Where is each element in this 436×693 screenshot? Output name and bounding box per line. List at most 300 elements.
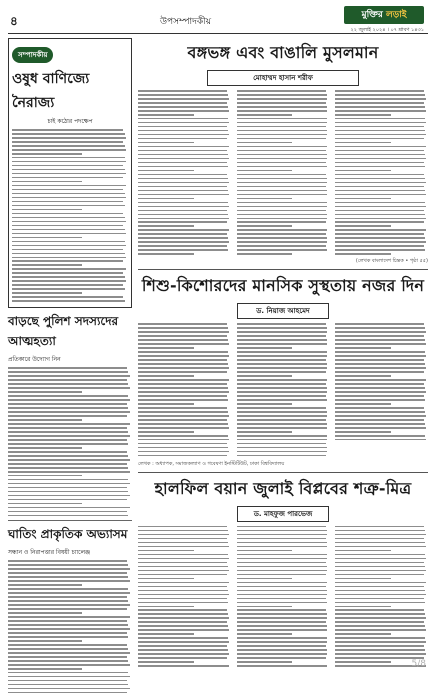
text-line: [8, 407, 128, 409]
text-line: [335, 206, 426, 208]
text-line: [335, 126, 424, 128]
section-title: উপসম্পাদকীয়: [160, 17, 212, 27]
text-line: [12, 133, 125, 135]
text-line: [138, 186, 227, 188]
text-line: [237, 221, 326, 223]
text-line: [335, 343, 426, 345]
text-line: [8, 572, 127, 574]
text-line: [138, 237, 228, 239]
text-line: [138, 606, 194, 608]
text-line: [237, 194, 328, 196]
text-line: [138, 609, 227, 611]
text-line: [8, 676, 130, 678]
text-line: [335, 435, 425, 437]
text-line: [8, 588, 128, 590]
left-article-subtitle-2: সন্ধান ও নিরাপত্তার বিষয়ী চ্যালেঞ্জ: [8, 549, 91, 557]
text-line: [138, 538, 227, 540]
text-line: [8, 624, 128, 626]
text-line: [237, 661, 293, 663]
text-line: [237, 214, 327, 216]
text-line: [335, 586, 424, 588]
text-line: [335, 570, 426, 572]
text-line: [8, 644, 127, 646]
text-line: [335, 253, 391, 255]
text-line: [12, 201, 123, 203]
text-line: [335, 241, 426, 243]
article-title-2: শিশু-কিশোরদের মানসিক সুস্থতায় নজর দিন: [141, 276, 425, 296]
text-line: [138, 245, 227, 247]
text-line: [8, 648, 128, 650]
text-line: [12, 197, 126, 199]
text-line: [8, 471, 130, 473]
article-body-3: [138, 526, 428, 669]
text-line: [335, 387, 425, 389]
text-line: [237, 142, 293, 144]
text-line: [335, 170, 391, 172]
text-line: [237, 590, 327, 592]
text-line: [138, 233, 227, 235]
text-line: [138, 253, 194, 255]
text-line: [335, 379, 426, 381]
text-line: [335, 363, 425, 365]
text-line: [8, 616, 130, 618]
text-line: [8, 652, 130, 654]
text-line: [138, 202, 228, 204]
article-divider-2: [138, 472, 428, 473]
text-line: [335, 419, 424, 421]
text-line: [8, 435, 130, 437]
text-line: [237, 225, 293, 227]
text-line: [335, 594, 426, 596]
text-line: [138, 138, 227, 140]
text-line: [138, 106, 228, 108]
text-line: [237, 443, 326, 445]
text-line: [237, 90, 326, 92]
text-line: [237, 387, 327, 389]
text-line: [237, 562, 326, 564]
text-line: [335, 395, 424, 397]
text-line: [12, 173, 126, 175]
text-line: [237, 558, 328, 560]
text-line: [335, 590, 425, 592]
text-line: [8, 475, 82, 477]
text-line: [237, 122, 328, 124]
text-line: [138, 443, 227, 445]
text-line: [237, 233, 326, 235]
text-line: [237, 383, 326, 385]
text-line: [8, 584, 82, 586]
text-line: [138, 218, 229, 220]
editorial-body: [12, 129, 128, 302]
text-line: [335, 617, 426, 619]
article-author-2: ড. নিয়াজ আহমেদ: [237, 303, 329, 319]
text-line: [138, 194, 229, 196]
text-line: [237, 367, 328, 369]
text-line: [138, 637, 228, 639]
text-line: [138, 166, 228, 168]
text-line: [335, 98, 426, 100]
editorial-box: [8, 38, 132, 308]
text-line: [138, 423, 228, 425]
text-line: [138, 110, 229, 112]
article-title-3: হালফিল বয়ান জুলাই বিপ্লবের শত্রু-মিত্র: [154, 478, 412, 498]
text-line: [237, 98, 328, 100]
text-line: [335, 351, 425, 353]
text-line: [138, 379, 229, 381]
text-line: [237, 578, 293, 580]
text-line: [335, 554, 425, 556]
text-line: [138, 550, 194, 552]
left-article-title-1: বাড়ছে পুলিশ সদস্যদের আত্মহত্যা: [8, 314, 119, 349]
text-line: [237, 439, 328, 441]
text-line: [237, 637, 327, 639]
text-line: [8, 568, 130, 570]
text-line: [12, 268, 126, 270]
text-line: [12, 245, 126, 247]
text-line: [237, 375, 293, 377]
text-line: [237, 174, 326, 176]
text-line: [12, 181, 82, 183]
text-line: [237, 649, 327, 651]
text-line: [335, 371, 424, 373]
text-line: [335, 606, 391, 608]
text-line: [138, 558, 229, 560]
editorial-title: ওষুধ বাণিজ্যে নৈরাজ্য: [12, 71, 90, 111]
text-line: [335, 574, 424, 576]
text-line: [237, 546, 328, 548]
text-line: [335, 194, 426, 196]
article-author-1: মোহাম্মদ হাসান শরীফ: [207, 70, 359, 86]
text-line: [8, 656, 127, 658]
text-line: [237, 598, 326, 600]
text-line: [237, 419, 326, 421]
text-line: [138, 455, 227, 457]
text-line: [335, 375, 391, 377]
text-line: [237, 206, 328, 208]
text-line: [138, 649, 228, 651]
text-line: [8, 684, 128, 686]
text-line: [138, 343, 229, 345]
text-line: [138, 411, 228, 413]
text-line: [335, 190, 425, 192]
text-line: [237, 621, 326, 623]
text-line: [237, 407, 326, 409]
text-line: [335, 661, 391, 663]
text-line: [12, 296, 123, 298]
text-line: [138, 598, 227, 600]
text-line: [237, 166, 327, 168]
text-line: [138, 90, 227, 92]
text-line: [335, 202, 425, 204]
text-line: [12, 129, 123, 131]
text-line: [8, 672, 128, 674]
text-line: [335, 150, 424, 152]
text-line: [335, 347, 391, 349]
text-line: [138, 114, 194, 116]
text-line: [237, 415, 328, 417]
text-line: [237, 431, 293, 433]
text-line: [8, 483, 130, 485]
text-line: [237, 447, 327, 449]
text-line: [237, 327, 327, 329]
text-line: [138, 339, 228, 341]
text-line: [237, 355, 328, 357]
text-line: [138, 570, 229, 572]
text-line: [237, 566, 327, 568]
text-line: [237, 110, 328, 112]
header-rule: [8, 33, 428, 34]
text-line: [335, 621, 424, 623]
text-line: [237, 550, 293, 552]
text-line: [237, 245, 326, 247]
text-line: [335, 609, 424, 611]
text-line: [12, 189, 123, 191]
text-line: [8, 612, 82, 614]
text-line: [237, 586, 326, 588]
text-line: [237, 625, 327, 627]
text-line: [8, 387, 130, 389]
text-line: [138, 403, 194, 405]
text-line: [8, 499, 127, 501]
editorial-tag: সম্পাদকীয়: [12, 47, 53, 63]
text-line: [335, 598, 424, 600]
text-line: [12, 288, 125, 290]
text-line: [138, 98, 229, 100]
text-line: [8, 600, 128, 602]
text-line: [8, 383, 128, 385]
text-line: [8, 640, 82, 642]
text-line: [335, 233, 424, 235]
text-line: [237, 411, 327, 413]
text-line: [138, 331, 229, 333]
text-line: [8, 375, 130, 377]
text-line: [335, 649, 425, 651]
text-line: [335, 629, 426, 631]
text-line: [335, 110, 426, 112]
text-line: [237, 253, 293, 255]
text-line: [138, 653, 229, 655]
text-line: [237, 379, 328, 381]
text-line: [8, 415, 127, 417]
text-line: [237, 146, 328, 148]
text-line: [138, 435, 228, 437]
left-article-title-2: ঘাতিং প্রাকৃতিক অভ্যাসম: [8, 527, 128, 542]
text-line: [138, 594, 229, 596]
text-line: [237, 118, 327, 120]
text-line: [138, 347, 194, 349]
right-column: [138, 38, 428, 669]
text-line: [8, 379, 127, 381]
text-line: [138, 419, 227, 421]
text-line: [335, 178, 425, 180]
text-line: [8, 495, 130, 497]
logo-accent: লড়াই: [385, 10, 407, 20]
text-line: [138, 665, 229, 667]
text-line: [8, 592, 130, 594]
text-line: [12, 149, 126, 151]
text-line: [237, 617, 328, 619]
text-line: [8, 608, 127, 610]
text-line: [335, 562, 424, 564]
newspaper-logo: [344, 6, 424, 24]
text-line: [8, 443, 128, 445]
text-line: [335, 602, 425, 604]
page-indicator: 5/8: [411, 659, 426, 669]
text-line: [335, 391, 426, 393]
text-line: [12, 260, 123, 262]
text-line: [138, 562, 227, 564]
text-line: [8, 419, 82, 421]
text-line: [335, 431, 391, 433]
text-line: [237, 134, 328, 136]
text-line: [138, 629, 229, 631]
text-line: [335, 118, 425, 120]
text-line: [138, 182, 229, 184]
text-line: [335, 530, 425, 532]
text-line: [237, 241, 328, 243]
text-line: [335, 542, 425, 544]
text-line: [12, 137, 126, 139]
text-line: [335, 534, 426, 536]
text-line: [335, 182, 426, 184]
text-line: [8, 507, 130, 509]
text-line: [138, 142, 194, 144]
text-line: [237, 641, 328, 643]
text-line: [8, 580, 130, 582]
text-line: [138, 198, 194, 200]
text-line: [8, 632, 127, 634]
text-line: [138, 367, 229, 369]
text-line: [138, 335, 227, 337]
text-line: [138, 355, 229, 357]
article-body-1: [138, 90, 428, 257]
text-line: [138, 174, 227, 176]
text-line: [335, 399, 425, 401]
text-line: [138, 327, 228, 329]
text-line: [138, 613, 228, 615]
text-line: [8, 439, 127, 441]
text-line: [335, 214, 425, 216]
text-line: [138, 383, 227, 385]
text-line: [237, 526, 326, 528]
article-author-3: ড. মাহফুজ পারভেজ: [237, 506, 329, 522]
text-line: [138, 395, 227, 397]
text-line: [335, 578, 391, 580]
text-line: [237, 399, 327, 401]
text-line: [237, 574, 326, 576]
text-line: [335, 186, 424, 188]
text-line: [335, 130, 425, 132]
text-line: [237, 94, 327, 96]
text-line: [237, 542, 327, 544]
article-title-1: বঙ্গভঙ্গ এবং বাঙালি মুসলমান: [187, 43, 379, 62]
article-body-2: [138, 323, 428, 458]
text-line: [237, 359, 326, 361]
text-line: [335, 229, 426, 231]
text-line: [237, 665, 328, 667]
article-continued-1: (লেখক বাংলাদেশ চিন্তক • পৃষ্ঠা ৫৫): [355, 258, 428, 265]
text-line: [8, 560, 127, 562]
text-line: [138, 323, 227, 325]
text-line: [237, 198, 293, 200]
text-line: [237, 339, 327, 341]
text-line: [237, 335, 326, 337]
text-line: [335, 122, 426, 124]
text-line: [335, 327, 425, 329]
text-line: [12, 165, 123, 167]
text-line: [12, 300, 125, 302]
text-line: [12, 292, 82, 294]
text-line: [335, 102, 424, 104]
text-line: [8, 604, 130, 606]
text-line: [335, 142, 391, 144]
text-line: [8, 395, 128, 397]
text-line: [335, 367, 426, 369]
text-line: [12, 272, 123, 274]
text-line: [237, 237, 327, 239]
text-line: [12, 157, 125, 159]
text-line: [335, 146, 426, 148]
text-line: [138, 621, 227, 623]
text-line: [12, 237, 82, 239]
text-line: [335, 359, 424, 361]
text-line: [335, 225, 391, 227]
text-line: [335, 138, 424, 140]
text-line: [138, 146, 229, 148]
text-line: [138, 391, 229, 393]
text-line: [237, 249, 327, 251]
text-line: [138, 661, 194, 663]
text-line: [8, 411, 130, 413]
text-line: [12, 257, 126, 259]
text-line: [237, 331, 328, 333]
text-line: [237, 423, 327, 425]
text-line: [237, 653, 328, 655]
text-line: [335, 90, 424, 92]
text-line: [12, 153, 82, 155]
text-line: [8, 511, 127, 513]
text-line: [335, 526, 424, 528]
text-line: [138, 351, 228, 353]
text-line: [237, 170, 293, 172]
text-line: [12, 177, 123, 179]
text-line: [138, 451, 229, 453]
text-line: [237, 391, 328, 393]
text-line: [237, 609, 326, 611]
text-line: [335, 633, 391, 635]
text-line: [335, 427, 426, 429]
text-line: [138, 134, 229, 136]
text-line: [138, 602, 228, 604]
text-line: [138, 210, 227, 212]
text-line: [335, 154, 425, 156]
text-line: [138, 130, 228, 132]
text-line: [138, 221, 227, 223]
text-line: [12, 284, 123, 286]
text-line: [12, 280, 126, 282]
text-line: [8, 367, 127, 369]
text-line: [138, 206, 229, 208]
text-line: [138, 645, 227, 647]
text-line: [138, 375, 194, 377]
text-line: [237, 455, 326, 457]
text-line: [138, 641, 229, 643]
left-column: [8, 38, 132, 638]
text-line: [12, 249, 123, 251]
text-line: [335, 106, 425, 108]
text-line: [237, 582, 328, 584]
text-line: [335, 637, 425, 639]
